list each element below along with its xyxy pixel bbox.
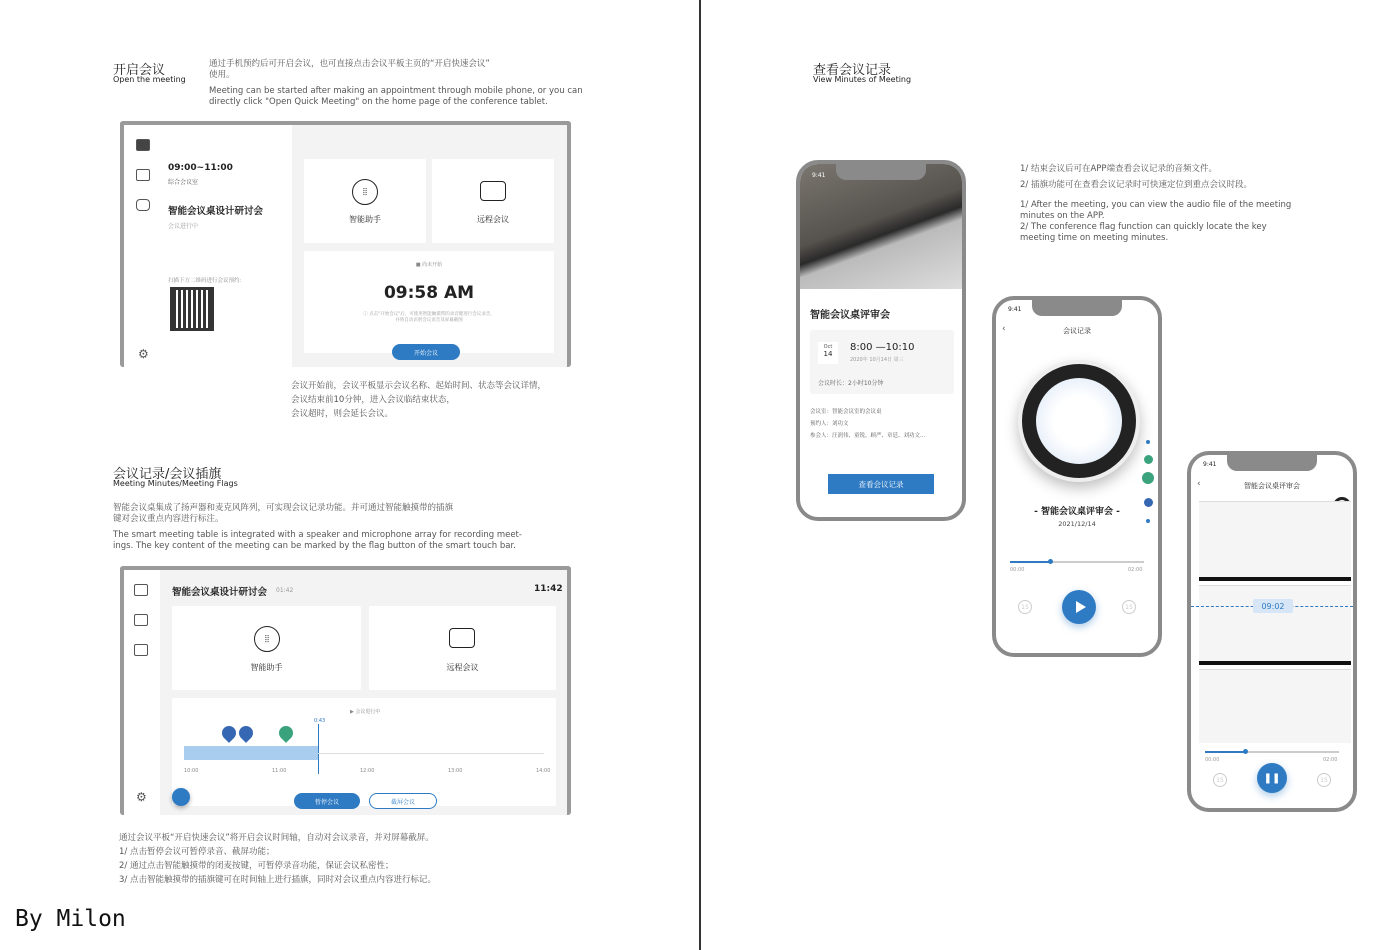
- record-desc: 智能会议桌集成了扬声器和麦克风阵列，可实现会议记录功能。并可通过智能触摸带的插旗 键对会议重点内容进行标注。 The smart meeting table is integrated with a speaker and microphone array for recording meet- ings. The key content of the meeting can be marked by the flag button of the smart touch bar.: [113, 503, 522, 551]
- qr-tip: 扫描下方二维码进行会议预约：: [168, 278, 246, 284]
- pause-icon: ❚❚: [1263, 772, 1281, 784]
- remote-label: 远程会议: [446, 663, 479, 672]
- tablet-sidebar: [124, 570, 160, 815]
- meeting-name: 智能会议桌设计研讨会: [172, 587, 268, 598]
- audio-disc: [1018, 360, 1140, 482]
- screenshot-thumb-1[interactable]: [1199, 501, 1351, 579]
- clock: 09:58 AM: [383, 283, 475, 303]
- flag-dot-1[interactable]: [1146, 440, 1150, 444]
- progress-slider[interactable]: [1205, 751, 1339, 753]
- timeline-tick-label: 12:00: [360, 768, 375, 774]
- video-call-icon: [449, 628, 475, 648]
- time-start: 00:00: [1205, 757, 1220, 763]
- progress-knob[interactable]: [1048, 559, 1053, 564]
- timeline-tick-label: 10:00: [184, 768, 199, 774]
- flag-button[interactable]: [172, 788, 190, 806]
- meeting-name: 智能会议桌设计研讨会: [168, 206, 264, 217]
- not-started-label: ■ 尚未开始: [415, 262, 443, 268]
- tablet-home-screen: [120, 121, 571, 367]
- open-meeting-desc: 通过手机预约后可开启会议，也可直接点击会议平板主页的“开启快速会议” 使用。 Meeting can be started after making an appointment through mobile phone, or you can directly click "Open Quick Meeting" on the home page of the conference tablet.: [209, 59, 583, 107]
- back-icon[interactable]: ‹: [1002, 324, 1006, 334]
- qr-code: [170, 287, 214, 331]
- meeting-status: 会议进行中: [168, 223, 199, 230]
- voice-assistant-icon: ⦙⦙: [352, 179, 378, 205]
- remote-card[interactable]: [432, 159, 554, 243]
- back-icon[interactable]: ‹: [1197, 479, 1201, 489]
- playhead-time: 09:02: [1253, 599, 1293, 613]
- screenshot-thumb-2[interactable]: [1199, 585, 1351, 663]
- phone-meeting-detail: [796, 160, 966, 521]
- remote-card[interactable]: [369, 606, 556, 690]
- timeline-tick-label: 13:00: [448, 768, 463, 774]
- header-title: 智能会议桌评审会: [1244, 482, 1300, 490]
- calendar-icon[interactable]: [134, 584, 148, 596]
- meeting-room: 综合会议室: [168, 179, 199, 186]
- settings-icon[interactable]: ⚙: [138, 347, 149, 361]
- screenshot-divider-1: [1199, 577, 1351, 581]
- view-record-button[interactable]: 查看会议记录: [828, 474, 934, 494]
- time-range: 8:00 —10:10: [850, 342, 915, 353]
- timeline-cursor: [318, 724, 319, 774]
- view-minutes-desc: 1/ 结束会议后可在APP端查看会议记录的音频文件。 2/ 插旗功能可在查看会议记录时可快速定位到重点会议时段。 1/ After the meeting, you can view the audio file of the meeting minutes on the APP. 2/ The conference flag function can quickly locate the key meeting time on meeting minutes.: [1020, 164, 1292, 243]
- screenshot-divider-2: [1199, 661, 1351, 665]
- screenshot-button[interactable]: 截屏会议: [369, 793, 437, 809]
- date-line: 2020年 10月14日 周三: [850, 357, 904, 363]
- in-progress-label: ▶ 会议进行中: [350, 709, 381, 715]
- record-notes: 通过会议平板“开启快速会议”将开启会议时间轴，自动对会议录音，并对屏幕截屏。 1/ 点击暂停会议可暂停录音、截屏功能； 2/ 通过点击智能触摸带的闭麦按键，可暂停录音功能，保证会议私密性； 3/ 点击智能触摸带的插旗键可在时间轴上进行插旗，同时对会议重点内容进行标记。: [119, 833, 436, 885]
- meeting-time: 09:00~11:00: [168, 163, 233, 173]
- record-date: 2021/12/14: [1058, 520, 1096, 528]
- timeline-tick-label: 11:00: [272, 768, 287, 774]
- duration: 会议时长：2小时10分钟: [818, 380, 884, 387]
- flag-pin-1[interactable]: [219, 723, 239, 743]
- rewind-15-icon[interactable]: 15: [1213, 773, 1227, 787]
- progress-knob[interactable]: [1243, 749, 1248, 754]
- record-subtitle: Meeting Minutes/Meeting Flags: [113, 479, 238, 488]
- assistant-card[interactable]: [304, 159, 426, 243]
- start-hint: ⓘ 点击"开始会议"后，可使用智能触摸带的录音键进行会议录音， 并将自动识别会议语音及屏幕截图: [363, 312, 495, 323]
- record-icon[interactable]: [134, 644, 148, 656]
- flag-dot-active[interactable]: [1142, 472, 1154, 484]
- time-end: 02:00: [1128, 567, 1143, 573]
- clock-card: [304, 251, 554, 353]
- record-title: - 智能会议桌评审会 -: [1034, 507, 1120, 517]
- tablet-left-panel: [124, 125, 292, 367]
- date-badge: Oct 14: [818, 342, 838, 364]
- status-time: 9:41: [1008, 306, 1022, 313]
- forward-15-icon[interactable]: 15: [1122, 600, 1136, 614]
- equalizer-icon[interactable]: [134, 614, 148, 626]
- phone-recording-playback: [1187, 451, 1357, 812]
- video-call-icon: [480, 181, 506, 201]
- meeting-info-list: 会议室：智能会议室的会议桌 预约人：刘功文 参会人：汪润伟、童锐、顾严、章廷、刘功文...: [810, 409, 926, 439]
- open-meeting-notes: 会议开始前，会议平板显示会议名称、起始时间、状态等会议详情， 会议结束前10分钟，进入会议临结束状态， 会议超时，则会延长会议。: [291, 381, 547, 419]
- timeline-marker-time: 0:43: [314, 718, 326, 724]
- timeline-tick-label: 14:00: [536, 768, 551, 774]
- record-title: 会议记录/会议插旗: [113, 467, 222, 482]
- time-end: 02:00: [1323, 757, 1338, 763]
- timeline-ticks: [184, 768, 551, 778]
- view-minutes-subtitle: View Minutes of Meeting: [813, 75, 912, 84]
- phone-audio-player: [992, 296, 1162, 657]
- flag-pin-3[interactable]: [276, 723, 296, 743]
- flag-pin-2[interactable]: [236, 723, 256, 743]
- view-minutes-title: 查看会议记录: [813, 63, 892, 78]
- remote-label: 远程会议: [477, 215, 509, 224]
- tablet-recording-screen: [120, 566, 571, 815]
- progress-slider[interactable]: [1010, 561, 1144, 563]
- phone-notch: [836, 164, 926, 180]
- meeting-time-card: [810, 330, 954, 394]
- recorded-segment: [184, 746, 318, 760]
- timeline-track: [318, 753, 544, 754]
- header-title: 会议记录: [1063, 327, 1091, 335]
- assistant-label: 智能助手: [349, 215, 381, 224]
- time-start: 00:00: [1010, 567, 1025, 573]
- open-meeting-subtitle: Open the meeting: [113, 75, 186, 84]
- pause-meeting-button[interactable]: 暂停会议: [294, 793, 360, 809]
- equalizer-icon[interactable]: [136, 169, 150, 181]
- timeline-card: [172, 698, 556, 806]
- calendar-icon[interactable]: [136, 139, 150, 151]
- meeting-title: 智能会议桌评审会: [810, 310, 890, 321]
- forward-15-icon[interactable]: 15: [1317, 773, 1331, 787]
- status-time: 9:41: [812, 172, 826, 179]
- elapsed-time: 01:42: [276, 587, 294, 594]
- settings-icon[interactable]: ⚙: [136, 790, 147, 804]
- assistant-card[interactable]: [172, 606, 361, 690]
- screenshot-thumb-3[interactable]: [1199, 669, 1351, 743]
- rewind-15-icon[interactable]: 15: [1018, 600, 1032, 614]
- play-button[interactable]: [1062, 590, 1096, 624]
- status-time: 9:41: [1203, 461, 1217, 468]
- play-icon: [1076, 601, 1086, 613]
- meeting-table-photo: [800, 164, 962, 289]
- start-meeting-button[interactable]: 开始会议: [392, 344, 460, 360]
- flag-dot-2[interactable]: [1144, 455, 1153, 464]
- clock: 11:42: [534, 584, 563, 594]
- pause-button[interactable]: [1257, 763, 1287, 793]
- disc-wave: [1036, 378, 1122, 464]
- phone-notch: [1227, 455, 1317, 471]
- record-icon[interactable]: [136, 199, 150, 211]
- voice-assistant-icon: ⦙⦙: [254, 626, 280, 652]
- open-meeting-title: 开启会议: [113, 63, 166, 78]
- page-divider: [699, 0, 701, 950]
- phone-notch: [1032, 300, 1122, 316]
- assistant-label: 智能助手: [250, 663, 283, 672]
- signature: By Milon: [15, 906, 126, 932]
